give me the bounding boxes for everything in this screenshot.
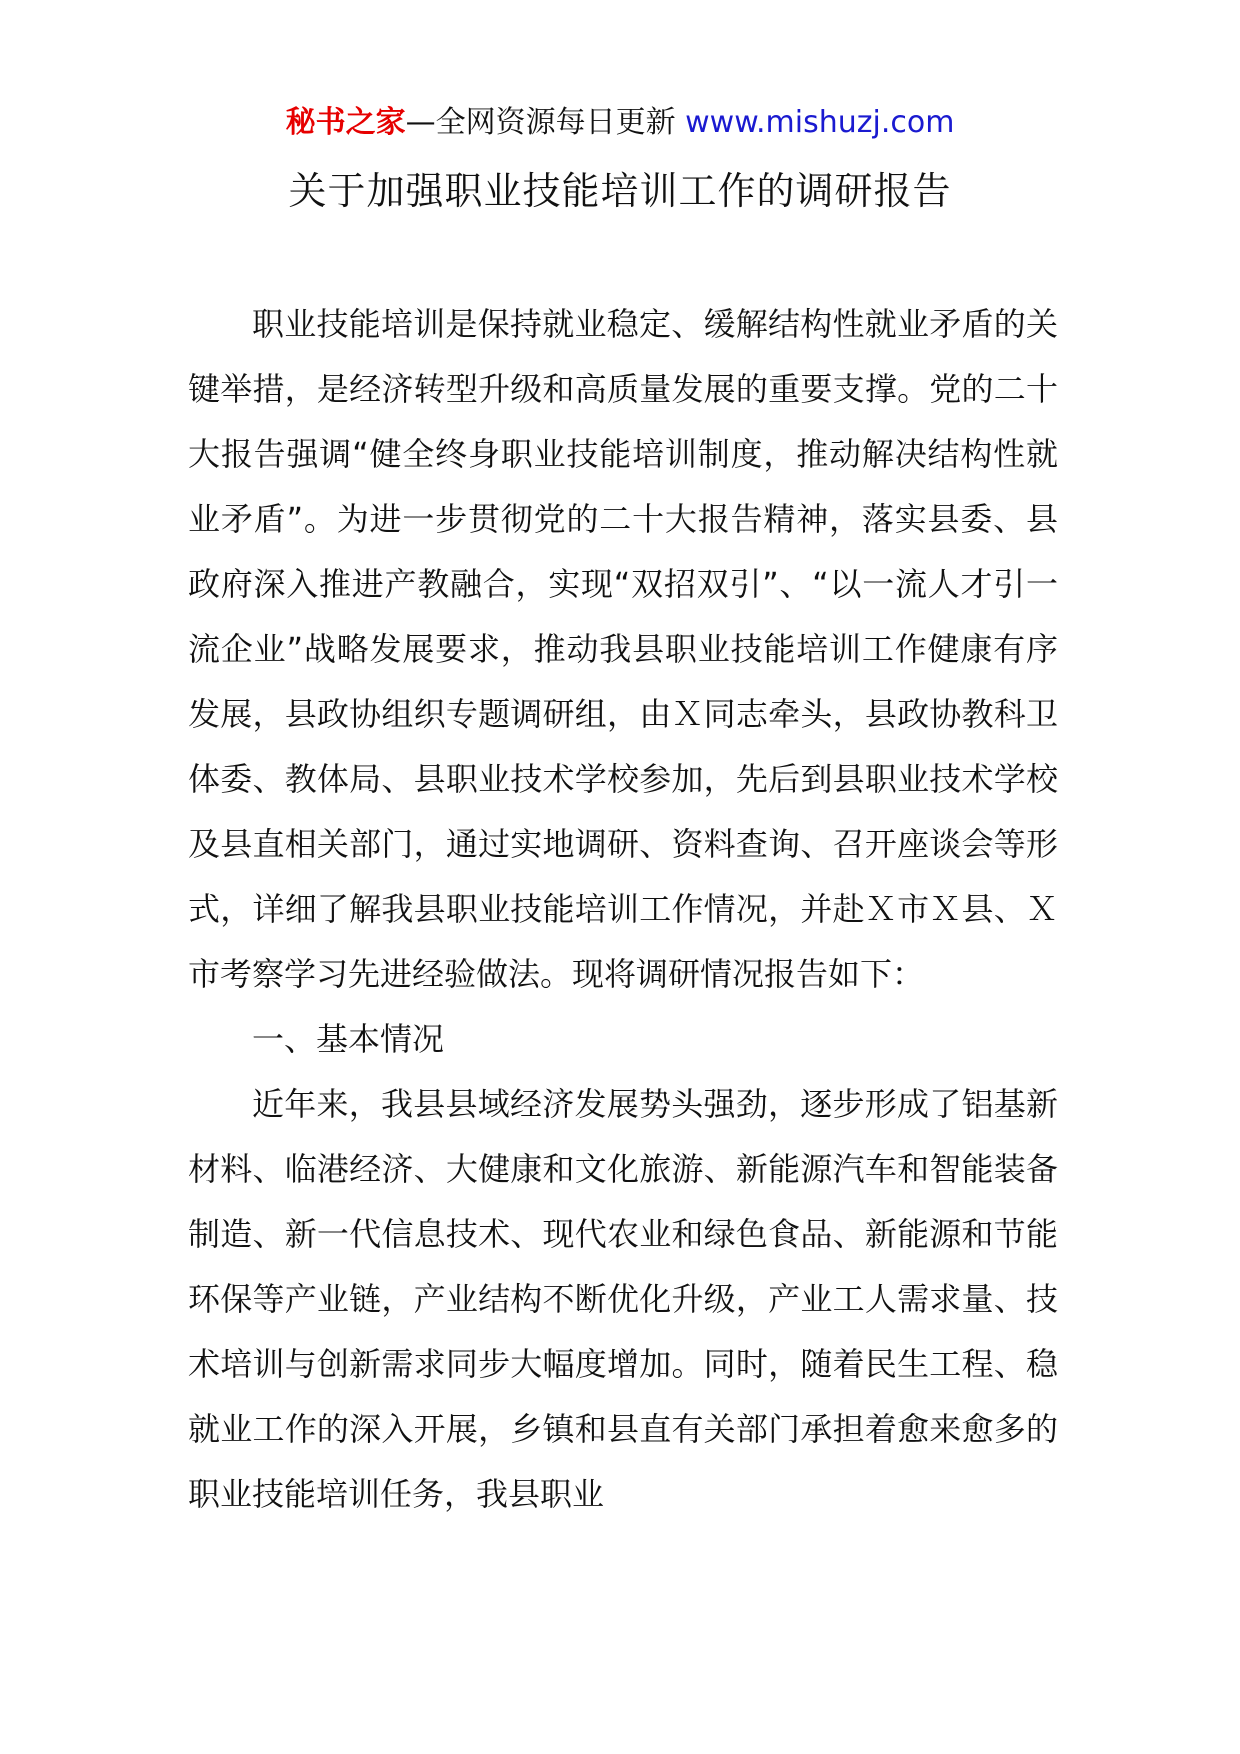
brand-name: 秘书之家 (285, 105, 406, 140)
site-header (0, 100, 1240, 146)
section-heading: 一、基本情况 (252, 1020, 445, 1058)
site-url-link[interactable]: www.mishuzj.com (685, 105, 955, 140)
document-title: 关于加强职业技能培训工作的调研报告 (288, 169, 952, 213)
intro-paragraph: 职业技能培训是保持就业稳定、缓解结构性就业矛盾的关键举措，是经济转型升级和高质量发展的重要支撑。党的二十大报告强调“健全终身职业技能培训制度，推动解决结构性就业矛盾”。为进一步贯彻党的二十大报告精神，落实县委、县政府深入推进产教融合，实现“双招双引”、“以一流人才引一流企业”战略发展要求，推动我县职业技能培训工作健康有序发展，县政协组织专题调研组，由Ｘ同志牵头，县政协教科卫体委、教体局、县职业技术学校参加，先后到县职业技术学校及县直相关部门，通过实地调研、资料查询、召开座谈会等形式，详细了解我县职业技能培训工作情况，并赴Ｘ市Ｘ县、Ｘ市考察学习先进经验做法。现将调研情况报告如下： (188, 305, 1058, 993)
document-body (188, 292, 1058, 1527)
header-tagline: —全网资源每日更新 (405, 105, 686, 140)
body-paragraph: 近年来，我县县域经济发展势头强劲，逐步形成了铝基新材料、临港经济、大健康和文化旅游、新能源汽车和智能装备制造、新一代信息技术、现代农业和绿色食品、新能源和节能环保等产业链，产业结构不断优化升级，产业工人需求量、技术培训与创新需求同步大幅度增加。同时，随着民生工程、稳就业工作的深入开展，乡镇和县直有关部门承担着愈来愈多的职业技能培训任务，我县职业 (188, 1085, 1058, 1513)
